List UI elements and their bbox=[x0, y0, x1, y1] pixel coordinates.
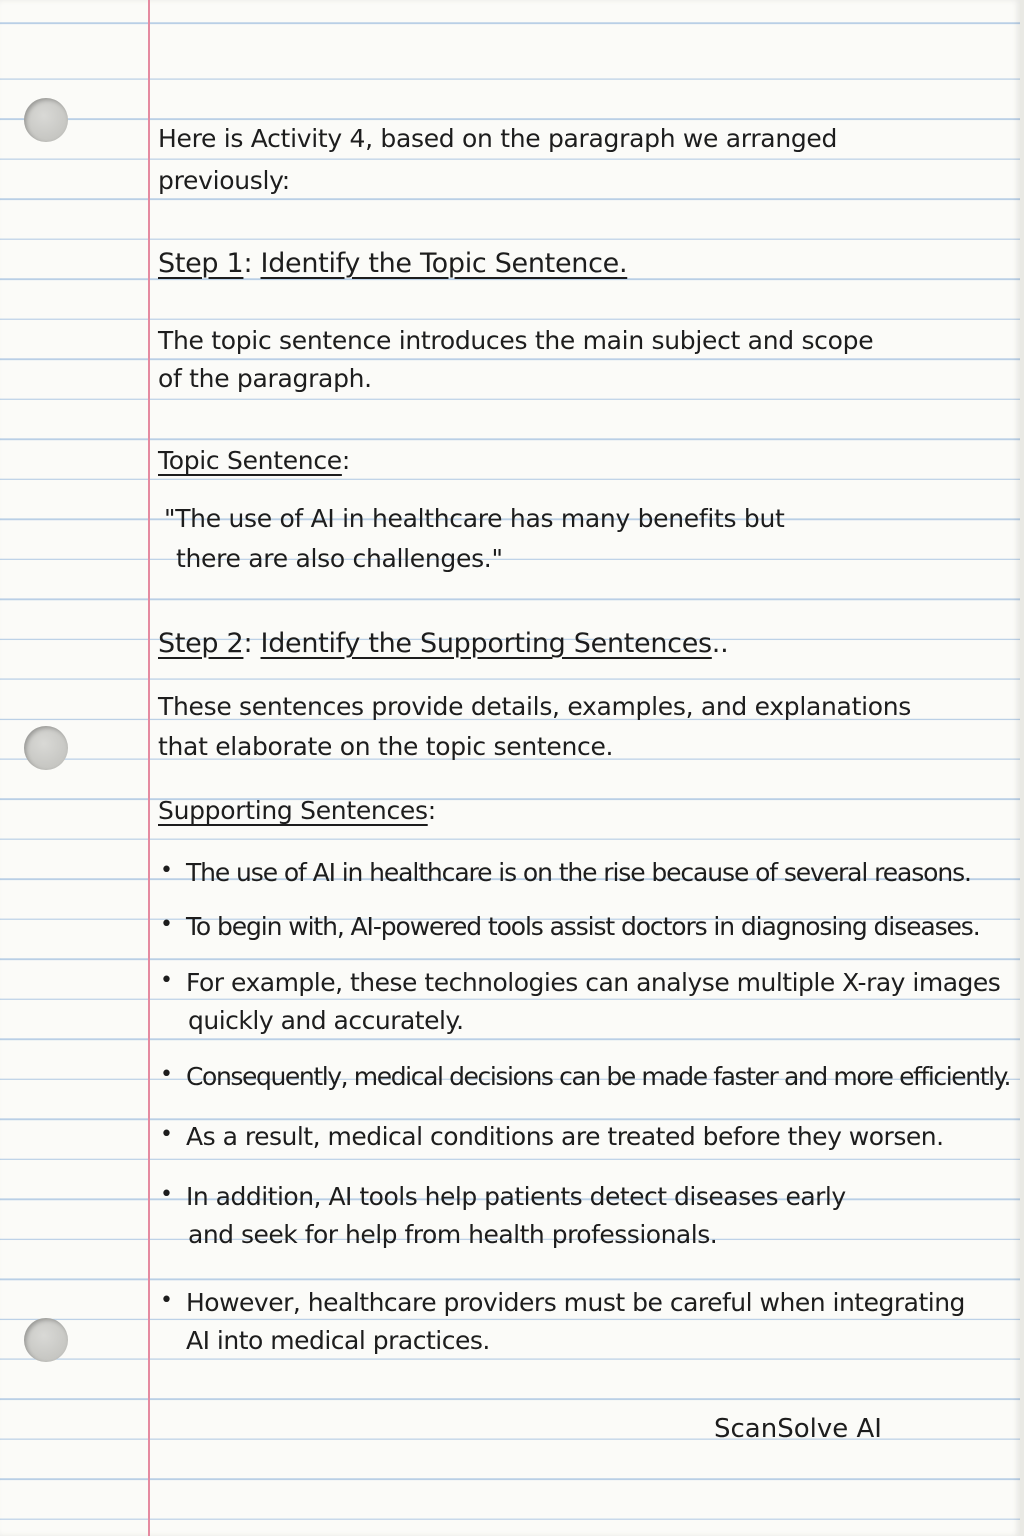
intro-line-1: Here is Activity 4, based on the paragraph we arranged bbox=[158, 124, 838, 153]
step2-heading bbox=[158, 628, 728, 659]
bullet-text-line-1: To begin with, AI-powered tools assist doctors in diagnosing diseases. bbox=[186, 912, 980, 941]
bullet-text-line-2: AI into medical practices. bbox=[186, 1326, 490, 1355]
punch-hole-top bbox=[24, 98, 68, 142]
supporting-sentences-label bbox=[158, 796, 436, 825]
bullet-dot: • bbox=[160, 1182, 173, 1207]
intro-line-2: previously: bbox=[158, 166, 290, 195]
step1-title: Identify the Topic Sentence. bbox=[260, 248, 628, 279]
step1-heading bbox=[158, 248, 627, 279]
bullet-text-line-1: As a result, medical conditions are treated before they worsen. bbox=[186, 1122, 944, 1151]
step2-label: Step 2 bbox=[158, 628, 244, 659]
step2-colon: : bbox=[243, 628, 253, 659]
bullet-dot: • bbox=[160, 968, 173, 993]
bullet-text-line-1: In addition, AI tools help patients detect diseases early bbox=[186, 1182, 846, 1211]
bullet-dot: • bbox=[160, 1122, 173, 1147]
bullet-text-line-1: For example, these technologies can analyse multiple X-ray images bbox=[186, 968, 1001, 997]
step2-desc-line-1: These sentences provide details, examples, and explanations bbox=[158, 692, 911, 721]
bullet-text-line-1: Consequently, medical decisions can be made faster and more efficiently. bbox=[186, 1062, 1011, 1091]
bullet-dot: • bbox=[160, 1288, 173, 1313]
punch-hole-bottom bbox=[24, 1318, 68, 1362]
step1-desc-line-2: of the paragraph. bbox=[158, 364, 372, 393]
bullet-dot: • bbox=[160, 858, 173, 883]
topic-label-colon: : bbox=[341, 446, 350, 475]
step1-desc-line-1: The topic sentence introduces the main subject and scope bbox=[158, 326, 874, 355]
step2-desc-line-2: that elaborate on the topic sentence. bbox=[158, 732, 614, 761]
topic-quote-line-1: "The use of AI in healthcare has many benefits but bbox=[164, 504, 785, 533]
margin-line bbox=[148, 0, 150, 1536]
bullet-text-line-1: However, healthcare providers must be careful when integrating bbox=[186, 1288, 965, 1317]
step1-colon: : bbox=[243, 248, 253, 279]
topic-sentence-label bbox=[158, 446, 350, 475]
bullet-dot: • bbox=[160, 912, 173, 937]
topic-label-text: Topic Sentence bbox=[158, 446, 342, 475]
supporting-label-text: Supporting Sentences bbox=[158, 796, 428, 825]
bullet-dot: • bbox=[160, 1062, 173, 1087]
bullet-text-line-1: The use of AI in healthcare is on the rise because of several reasons. bbox=[186, 858, 971, 887]
topic-quote-line-2: there are also challenges." bbox=[176, 544, 503, 573]
bullet-text-line-2: quickly and accurately. bbox=[188, 1006, 464, 1035]
supporting-label-colon: : bbox=[427, 796, 436, 825]
signature: ScanSolve AI bbox=[714, 1414, 882, 1444]
step2-title: Identify the Supporting Sentences bbox=[260, 628, 712, 659]
bullet-text-line-2: and seek for help from health professionals. bbox=[188, 1220, 718, 1249]
step1-label: Step 1 bbox=[158, 248, 244, 279]
punch-hole-middle bbox=[24, 726, 68, 770]
step2-trailing: .. bbox=[711, 628, 729, 659]
